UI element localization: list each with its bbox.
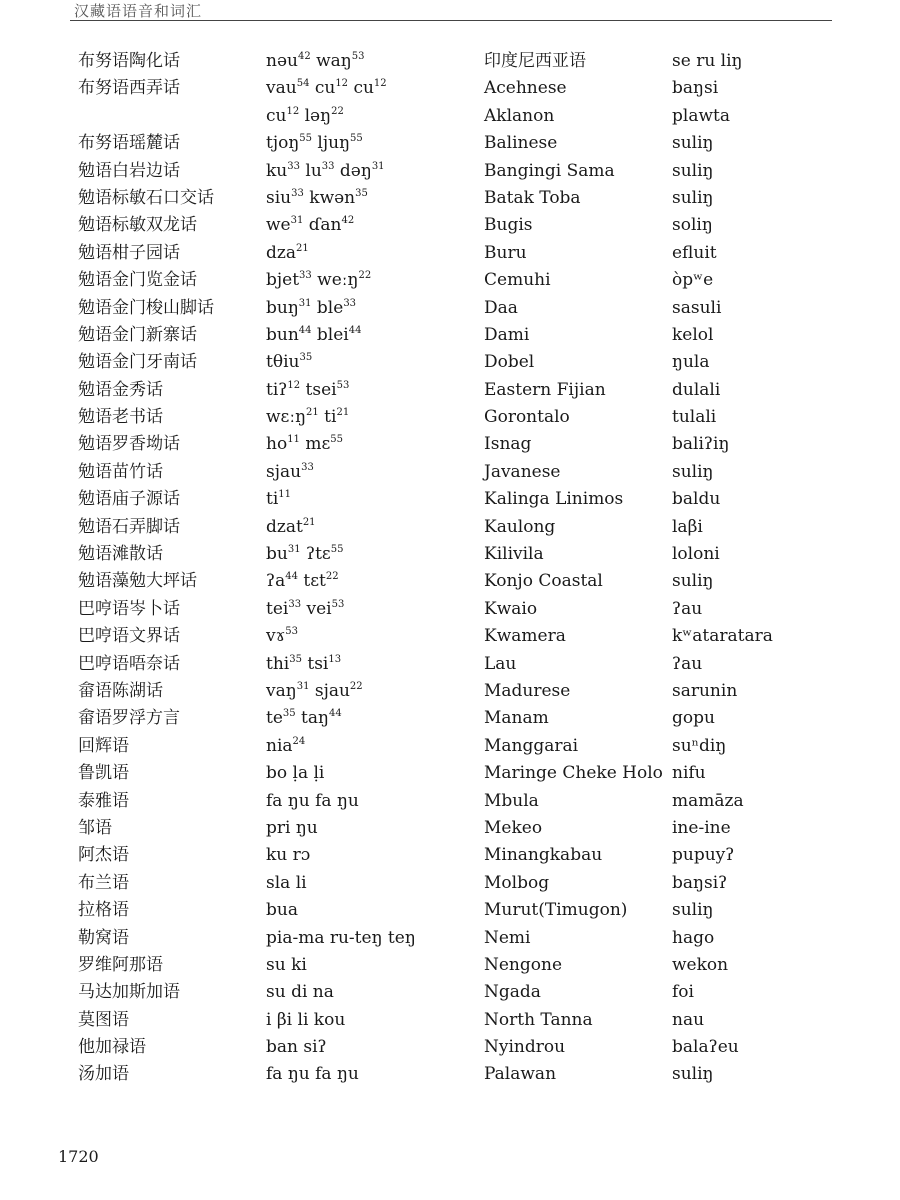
language-name: Aklanon (484, 105, 555, 126)
word-entry-row (60, 788, 460, 815)
word-form: nifu (672, 763, 706, 784)
word-form: ʔa$^{44}$ tɛt$^{22}$ (266, 571, 339, 592)
language-name: 鲁凯语 (78, 763, 129, 784)
language-name: 勉语金门牙南话 (78, 352, 197, 373)
word-entry-row (60, 870, 460, 897)
language-name: Buru (484, 242, 527, 263)
language-name: 罗维阿那语 (78, 954, 163, 975)
language-name: Madurese (484, 680, 571, 701)
word-form: sarunin (672, 680, 738, 701)
word-form: kʷataratara (672, 626, 773, 647)
word-form: $we^{31}$ ɗan$^{42}$ (266, 215, 355, 236)
word-form: sjau$^{33}$ (266, 461, 314, 482)
word-form: baŋsi (672, 78, 719, 99)
word-form: efluit (672, 242, 717, 263)
word-form: baliʔiŋ (672, 434, 730, 455)
language-name: Dobel (484, 352, 535, 373)
word-form: sasuli (672, 297, 722, 318)
word-form: loloni (672, 544, 720, 565)
word-entry-row (484, 322, 824, 349)
word-form: dzat$^{21}$ (266, 516, 316, 537)
word-entry-row (484, 295, 824, 322)
language-name: Nemi (484, 927, 531, 948)
language-name: Cemuhi (484, 270, 551, 291)
word-entry-row (484, 431, 824, 458)
language-name: Javanese (484, 461, 561, 482)
word-form: nau (672, 1009, 705, 1030)
language-name: 勉语金门新寨话 (78, 324, 197, 345)
language-name: Batak Toba (484, 187, 581, 208)
word-form: ban siʔ (266, 1037, 327, 1058)
left-word-column (60, 48, 460, 1089)
word-form: baldu (672, 489, 721, 510)
word-form: bun$^{44}$ blei$^{44}$ (266, 324, 362, 345)
word-entry-row (60, 514, 460, 541)
word-form: vɤ$^{53}$ (266, 626, 298, 647)
language-name: 他加禄语 (78, 1037, 146, 1058)
word-entry-row (484, 349, 824, 376)
word-form: wɛːŋ$^{21}$ $ti^{21}$ (266, 407, 350, 428)
language-name: North Tanna (484, 1009, 593, 1030)
word-entry-row (60, 678, 460, 705)
word-entry-row (60, 103, 460, 130)
word-entry-row (60, 596, 460, 623)
word-entry-row (484, 596, 824, 623)
word-entry-row (484, 1061, 824, 1088)
word-form: suliŋ (672, 461, 714, 482)
word-form: fa ŋu fa ŋu (266, 790, 359, 811)
word-entry-row (60, 295, 460, 322)
word-form: pia-ma ru-teŋ teŋ (266, 927, 416, 948)
word-form: dulali (672, 379, 721, 400)
word-entry-row (484, 459, 824, 486)
running-header-title: 汉藏语语音和词汇 (74, 2, 203, 20)
language-name: Kilivila (484, 544, 544, 565)
word-form: $te^{35}$ taŋ$^{44}$ (266, 708, 342, 729)
word-form: su ki (266, 954, 307, 975)
word-entry-row (484, 240, 824, 267)
word-form: plawta (672, 105, 730, 126)
language-name: 勉语标敏双龙话 (78, 215, 197, 236)
word-entry-row (60, 459, 460, 486)
word-entry-row (484, 815, 824, 842)
word-entry-row (60, 158, 460, 185)
word-form: pupuyʔ (672, 845, 735, 866)
word-entry-row (60, 1007, 460, 1034)
word-entry-row (60, 979, 460, 1006)
language-name: 勉语庙子源话 (78, 489, 180, 510)
language-name: Acehnese (484, 78, 567, 99)
word-form: suliŋ (672, 900, 714, 921)
page-number: 1720 (58, 1147, 99, 1166)
language-name: Bangingi Sama (484, 160, 615, 181)
word-form: kelol (672, 324, 714, 345)
word-entry-row (484, 185, 824, 212)
word-entry-row (484, 267, 824, 294)
word-entry-row (60, 623, 460, 650)
header-rule (70, 20, 832, 21)
word-entry-row (60, 185, 460, 212)
language-name: 勉语苗竹话 (78, 461, 163, 482)
word-entry-row (484, 568, 824, 595)
word-form: wekon (672, 954, 729, 975)
word-form: laβi (672, 516, 703, 537)
word-form: siu$^{33}$ kwən$^{35}$ (266, 187, 368, 208)
word-entry-row (484, 705, 824, 732)
language-name: Nyindrou (484, 1037, 566, 1058)
word-entry-row (60, 541, 460, 568)
word-entry-row (484, 541, 824, 568)
word-entry-row (484, 75, 824, 102)
word-entry-row (60, 48, 460, 75)
word-entry-row (484, 158, 824, 185)
word-entry-row (484, 952, 824, 979)
language-name: 邹语 (78, 817, 112, 838)
language-name: 布努语陶化话 (78, 51, 180, 71)
language-name: Nengone (484, 954, 563, 975)
word-entry-row (484, 377, 824, 404)
word-entry-row (60, 377, 460, 404)
word-form: suliŋ (672, 187, 714, 208)
word-form: tulali (672, 407, 717, 428)
language-name: 莫图语 (78, 1009, 129, 1030)
word-form: ʔau (672, 653, 703, 674)
word-entry-row (484, 925, 824, 952)
language-name: 回辉语 (78, 735, 129, 756)
word-entry-row (484, 1007, 824, 1034)
word-form: mamāza (672, 790, 744, 811)
word-entry-row (484, 212, 824, 239)
word-form: pri ŋu (266, 817, 318, 838)
word-form: suliŋ (672, 1064, 714, 1085)
language-name: 勉语金门览金话 (78, 270, 197, 291)
word-entry-row (60, 130, 460, 157)
language-name: 布兰语 (78, 872, 129, 893)
word-form: suliŋ (672, 571, 714, 592)
language-name: 汤加语 (78, 1064, 129, 1085)
language-name: 印度尼西亚语 (484, 51, 586, 71)
language-name: Balinese (484, 133, 558, 154)
language-name: Manggarai (484, 735, 579, 756)
word-form: nia$^{24}$ (266, 735, 306, 756)
word-entry-row (484, 870, 824, 897)
word-form: soliŋ (672, 215, 713, 236)
word-entry-row (60, 568, 460, 595)
word-entry-row (60, 897, 460, 924)
language-name: 勉语老书话 (78, 407, 163, 428)
word-form: tiʔ$^{12}$ tsei$^{53}$ (266, 379, 350, 400)
word-entry-row (484, 979, 824, 1006)
word-entry-row (60, 240, 460, 267)
word-entry-row (60, 404, 460, 431)
language-name: Minangkabau (484, 845, 603, 866)
right-word-column (484, 48, 824, 1089)
word-form: suⁿdiŋ (672, 735, 727, 756)
language-name: 巴哼语岑卜话 (78, 598, 180, 619)
word-form: gopu (672, 708, 715, 729)
word-entry-row (60, 349, 460, 376)
language-name: 拉格语 (78, 900, 129, 921)
language-name: Kwaio (484, 598, 538, 619)
word-entry-row (60, 651, 460, 678)
word-form: $ho^{11}$ mɛ$^{55}$ (266, 434, 343, 455)
word-entry-row (484, 103, 824, 130)
word-entry-row (484, 1034, 824, 1061)
language-name: Daa (484, 297, 518, 318)
word-entry-row (484, 514, 824, 541)
word-entry-row (484, 788, 824, 815)
word-form: $cu^{12}$ ləŋ$^{22}$ (266, 105, 344, 126)
word-entry-row (484, 486, 824, 513)
word-form: ŋula (672, 352, 710, 373)
word-form: tθiu$^{35}$ (266, 352, 313, 373)
word-form: nəu$^{42}$ waŋ$^{53}$ (266, 51, 365, 71)
word-form: dza$^{21}$ (266, 242, 309, 263)
word-form: buŋ$^{31}$ ble$^{33}$ (266, 297, 357, 318)
language-name: Manam (484, 708, 549, 729)
language-name: 勉语白岩边话 (78, 160, 180, 181)
language-name: 勉语金秀话 (78, 379, 163, 400)
word-entry-row (484, 678, 824, 705)
language-name: Konjo Coastal (484, 571, 603, 592)
language-name: 畲语陈湖话 (78, 680, 163, 701)
word-form: baŋsiʔ (672, 872, 728, 893)
language-name: Palawan (484, 1064, 557, 1085)
word-entry-row (60, 1061, 460, 1088)
language-name: Gorontalo (484, 407, 570, 428)
word-form: fa ŋu fa ŋu (266, 1064, 359, 1085)
word-entry-row (60, 1034, 460, 1061)
language-name: Molbog (484, 872, 550, 893)
word-entry-row (60, 842, 460, 869)
language-name: 勉语罗香坳话 (78, 434, 180, 455)
word-entry-row (484, 651, 824, 678)
word-entry-row (484, 760, 824, 787)
language-name: 布努语西弄话 (78, 78, 180, 99)
language-name: Maringe Cheke Holo (484, 763, 663, 784)
language-name: Kalinga Linimos (484, 489, 624, 510)
language-name: Ngada (484, 982, 541, 1003)
word-form: su di na (266, 982, 334, 1003)
word-form: $ku^{33}$ $lu^{33}$ dəŋ$^{31}$ (266, 160, 385, 181)
language-name: Lau (484, 653, 517, 674)
language-name: 勉语金门梭山脚话 (78, 297, 214, 318)
word-form: bua (266, 900, 298, 921)
language-name: Dami (484, 324, 530, 345)
language-name: 勉语柑子园话 (78, 242, 180, 263)
language-name: 布努语瑶麓话 (78, 133, 180, 154)
language-name: Mekeo (484, 817, 543, 838)
word-form: ʔau (672, 598, 703, 619)
word-entry-row (484, 842, 824, 869)
language-name: Murut(Timugon) (484, 900, 628, 921)
word-entry-row (484, 404, 824, 431)
word-entry-row (484, 48, 824, 75)
language-name: 巴哼语唔奈话 (78, 653, 180, 674)
word-form: vau$^{54}$ $cu^{12}$ $cu^{12}$ (266, 78, 387, 99)
word-form: suliŋ (672, 133, 714, 154)
word-entry-row (60, 267, 460, 294)
language-name: Eastern Fijian (484, 379, 606, 400)
word-form: $ti^{11}$ (266, 489, 292, 510)
word-form: hago (672, 927, 715, 948)
word-form: tjoŋ$^{55}$ ljuŋ$^{55}$ (266, 133, 363, 154)
word-form: se ru liŋ (672, 51, 743, 71)
language-name: 勉语滩散话 (78, 544, 163, 565)
word-form: ku rɔ (266, 845, 311, 866)
word-entry-row (60, 705, 460, 732)
word-form: tei$^{33}$ vei$^{53}$ (266, 598, 345, 619)
language-name: Isnag (484, 434, 532, 455)
word-entry-row (60, 75, 460, 102)
word-entry-row (484, 733, 824, 760)
word-form: òpʷe (672, 270, 714, 291)
language-name: 勉语标敏石口交话 (78, 187, 214, 208)
word-entry-row (484, 130, 824, 157)
word-form: i βi li kou (266, 1009, 346, 1030)
word-entry-row (60, 212, 460, 239)
word-form: balaʔeu (672, 1037, 739, 1058)
word-form: $bu^{31}$ ʔtɛ$^{55}$ (266, 544, 344, 565)
language-name: 勒窝语 (78, 927, 129, 948)
word-entry-row (60, 815, 460, 842)
language-name: 勉语石弄脚话 (78, 516, 180, 537)
word-entry-row (60, 431, 460, 458)
word-entry-row (60, 322, 460, 349)
word-entry-row (484, 897, 824, 924)
word-entry-row (60, 952, 460, 979)
word-form: vaŋ$^{31}$ sjau$^{22}$ (266, 680, 363, 701)
language-name: 畲语罗浮方言 (78, 708, 180, 729)
word-entry-row (60, 760, 460, 787)
word-form: bjet$^{33}$ weːŋ$^{22}$ (266, 270, 372, 291)
word-form: ine-ine (672, 817, 731, 838)
language-name: 马达加斯加语 (78, 982, 180, 1003)
word-entry-row (484, 623, 824, 650)
word-entry-row (60, 733, 460, 760)
word-form: bo ḷa ḷi (266, 763, 325, 784)
word-form: thi$^{35}$ tsi$^{13}$ (266, 653, 342, 674)
language-name: Kwamera (484, 626, 566, 647)
word-form: foi (672, 982, 694, 1003)
word-form: suliŋ (672, 160, 714, 181)
word-entry-row (60, 925, 460, 952)
language-name: Bugis (484, 215, 533, 236)
word-form: sla li (266, 872, 307, 893)
language-name: Mbula (484, 790, 539, 811)
language-name: 阿杰语 (78, 845, 129, 866)
language-name: 巴哼语文界话 (78, 626, 180, 647)
language-name: Kaulong (484, 516, 556, 537)
language-name: 勉语藻勉大坪话 (78, 571, 197, 592)
word-entry-row (60, 486, 460, 513)
language-name: 泰雅语 (78, 790, 129, 811)
